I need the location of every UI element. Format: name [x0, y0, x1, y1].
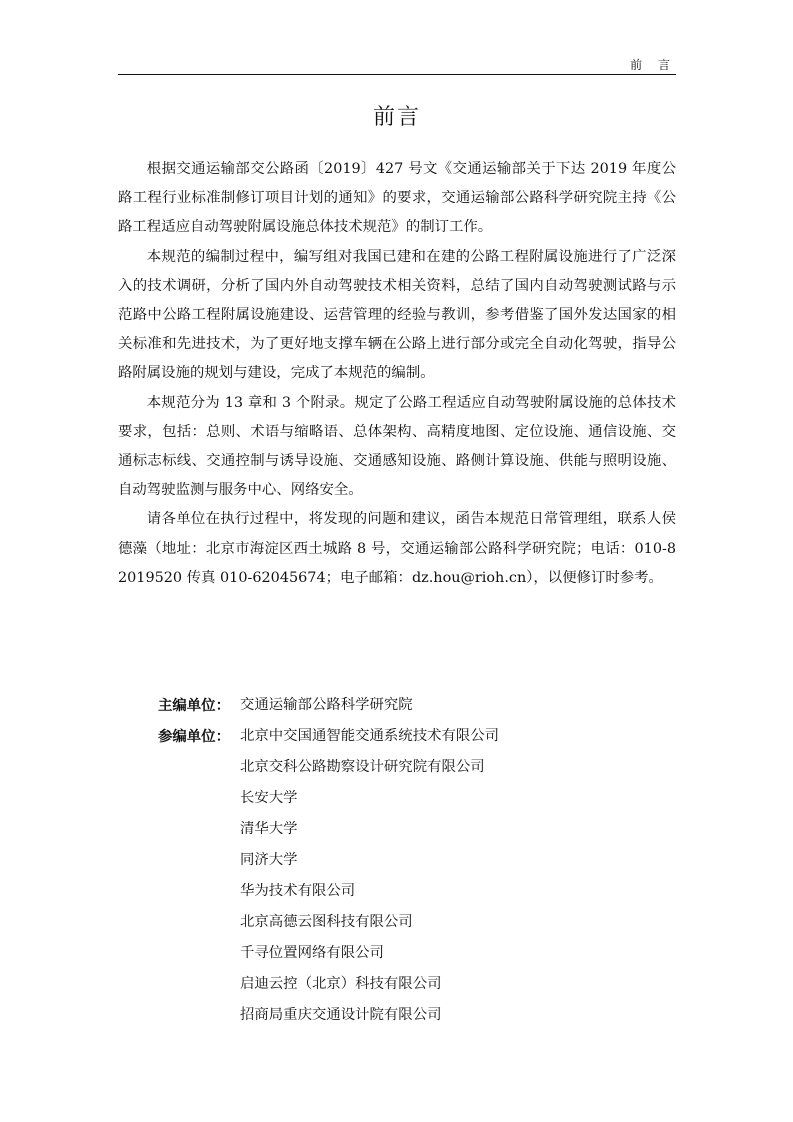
participant-units-list: [240, 721, 499, 1031]
participant-unit: 招商局重庆交通设计院有限公司: [240, 1007, 442, 1023]
running-header-title: 前 言: [630, 58, 676, 72]
participant-unit: 北京高德云图科技有限公司: [240, 914, 413, 930]
participant-unit: 长安大学: [240, 790, 298, 806]
paragraph-origin: 根据交通运输部交公路函〔2019〕427 号文《交通运输部关于下达 2019 年度公路工程行业标准制修订项目计划的通知》的要求，交通运输部公路科学研究院主持《公路工程适应自动驾驶附属设施总体技术规范》的制订工作。: [118, 161, 676, 236]
participant-unit: 千寻位置网络有限公司: [240, 945, 384, 961]
preface-body: [118, 155, 676, 593]
participant-unit: 北京中交国通智能交通系统技术有限公司: [240, 728, 500, 744]
participant-units-row: [158, 721, 678, 1031]
running-header: [118, 56, 676, 75]
participant-unit: 同济大学: [240, 852, 298, 868]
page-title: 前言: [372, 105, 421, 130]
participant-unit: 清华大学: [240, 821, 298, 837]
editor-unit-label: 主编单位：: [158, 697, 230, 714]
units-section: [158, 690, 678, 1031]
editor-unit-name: 交通运输部公路科学研究院: [240, 697, 413, 713]
participant-units-label: 参编单位：: [158, 728, 230, 745]
editor-unit-row: [158, 690, 678, 721]
participant-unit: 北京交科公路勘察设计研究院有限公司: [240, 759, 485, 775]
paragraph-contents: 本规范分为 13 章和 3 个附录。规定了公路工程适应自动驾驶附属设施的总体技术要求，包括：总则、术语与缩略语、总体架构、高精度地图、定位设施、通信设施、交通标志标线、交通控制与诱导设施、交通感知设施、路侧计算设施、供能与照明设施、自动驾驶监测与服务中心、网络安全。: [118, 394, 676, 499]
paragraph-process: 本规范的编制过程中，编写组对我国已建和在建的公路工程附属设施进行了广泛深入的技术调研，分析了国内外自动驾驶技术相关资料，总结了国内自动驾驶测试路与示范路中公路工程附属设施建设、运营管理的经验与教训，参考借鉴了国外发达国家的相关标准和先进技术，为了更好地支撑车辆在公路上进行部分或完全自动化驾驶，指导公路附属设施的规划与建设，完成了本规范的编制。: [118, 248, 676, 382]
participant-unit: 启迪云控（北京）科技有限公司: [240, 976, 442, 992]
paragraph-contact: 请各单位在执行过程中，将发现的问题和建议，函告本规范日常管理组，联系人侯德藻（地址：北京市海淀区西土城路 8 号，交通运输部公路科学研究院；电话：010-82019520 传真 010-62045674；电子邮箱：dz.hou@rioh.cn），以便修订时参考。: [118, 511, 676, 586]
participant-unit: 华为技术有限公司: [240, 883, 356, 899]
